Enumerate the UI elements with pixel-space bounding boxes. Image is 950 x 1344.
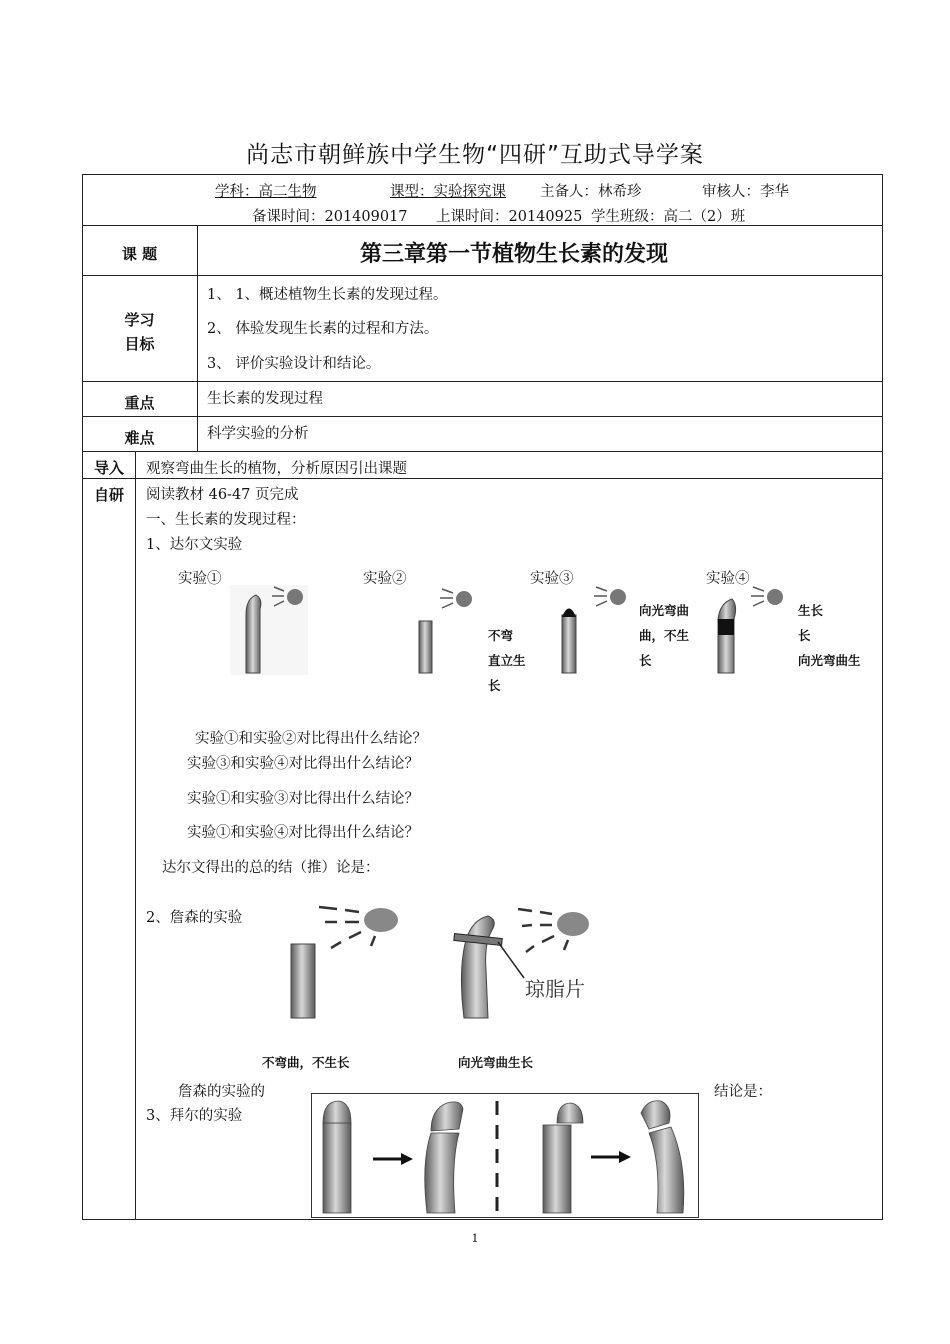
question-1: 实验①和实验②对比得出什么结论？ — [195, 731, 427, 747]
table-border-bottom — [82, 1219, 883, 1220]
exp-label-1: 实验① — [178, 571, 222, 587]
goal-item-3: 3、 评价实验设计和结论。 — [207, 356, 381, 372]
exp4-note: 生长 长 向光弯曲生 — [798, 603, 861, 668]
question-4: 实验①和实验④对比得出什么结论？ — [187, 825, 419, 841]
lesson-topic: 第三章第一节植物生长素的发现 — [360, 242, 669, 267]
table-line — [82, 416, 883, 417]
intro-text: 观察弯曲生长的植物，分析原因引出课题 — [146, 461, 407, 477]
jensen-exp2-illustration — [448, 900, 608, 1025]
exp2-note: 不弯 直立生 长 — [488, 628, 526, 693]
darwin-exp4-illustration — [712, 585, 792, 677]
key-point: 生长素的发现过程 — [207, 391, 323, 407]
table-col-divider — [197, 225, 198, 451]
agar-label: 琼脂片 — [525, 977, 585, 1001]
exp-label-3: 实验③ — [530, 571, 574, 587]
table-line — [82, 478, 883, 479]
jensen-conclusion-end: 结论是： — [714, 1084, 772, 1100]
exp3-note: 向光弯曲 曲，不生 长 — [639, 603, 690, 668]
jensen-title: 2、詹森的实验 — [146, 910, 243, 926]
header-preparer: 主备人：林希珍 — [540, 184, 642, 200]
darwin-exp2-illustration — [412, 585, 477, 677]
document-title: 尚志市朝鲜族中学生物“四研”互助式导学案 — [246, 142, 704, 168]
header-class-info: 学生班级：高二（2）班 — [591, 209, 746, 225]
header-lesson-type: 课型：实验探究课 — [390, 184, 506, 200]
exp-label-4: 实验④ — [706, 571, 750, 587]
topic-label: 课 题 — [121, 245, 158, 263]
self-study-label: 自研 — [93, 486, 124, 504]
jensen-note-1: 不弯曲，不生长 — [262, 1055, 350, 1070]
header-class-time: 上课时间：20140925 — [436, 209, 583, 225]
section-heading: 一、生长素的发现过程： — [146, 512, 306, 528]
header-reviewer: 审核人：李华 — [702, 184, 789, 200]
darwin-conclusion: 达尔文得出的总的结（推）论是： — [162, 860, 380, 876]
header-subject: 学科：高二生物 — [215, 184, 317, 200]
key-label: 重点 — [124, 394, 155, 412]
darwin-title: 1、达尔文实验 — [146, 537, 243, 553]
goal-item-2: 2、 体验发现生长素的过程和方法。 — [207, 321, 439, 337]
exp-label-2: 实验② — [363, 571, 407, 587]
jensen-note-2: 向光弯曲生长 — [458, 1055, 534, 1070]
intro-label: 导入 — [93, 459, 124, 477]
paal-title: 3、拜尔的实验 — [146, 1108, 243, 1124]
table-border-right — [882, 174, 883, 1220]
goals-label-1: 学习 — [124, 311, 155, 329]
question-3: 实验①和实验③对比得出什么结论？ — [187, 791, 419, 807]
jensen-conclusion-start: 詹森的实验的 — [178, 1084, 265, 1100]
table-col-divider — [135, 451, 136, 1219]
header-prep-time: 备课时间：201409017 — [252, 209, 408, 225]
paal-experiment-illustration — [311, 1093, 699, 1218]
goal-item-1: 1、 1、概述植物生长素的发现过程。 — [207, 287, 448, 303]
darwin-exp3-illustration — [556, 585, 631, 677]
table-border-top — [82, 174, 883, 175]
jensen-exp1-illustration — [285, 900, 415, 1025]
question-2: 实验③和实验④对比得出什么结论？ — [187, 756, 419, 772]
goals-label-2: 目标 — [124, 335, 155, 353]
table-line — [82, 381, 883, 382]
difficult-label: 难点 — [124, 429, 155, 447]
darwin-exp1-illustration — [230, 585, 310, 677]
difficult-point: 科学实验的分析 — [207, 426, 309, 442]
table-border-left — [82, 174, 83, 1220]
table-line — [82, 451, 883, 452]
page-number: 1 — [471, 1232, 479, 1245]
table-line — [82, 275, 883, 276]
reading-instruction: 阅读教材 46-47 页完成 — [146, 487, 299, 503]
